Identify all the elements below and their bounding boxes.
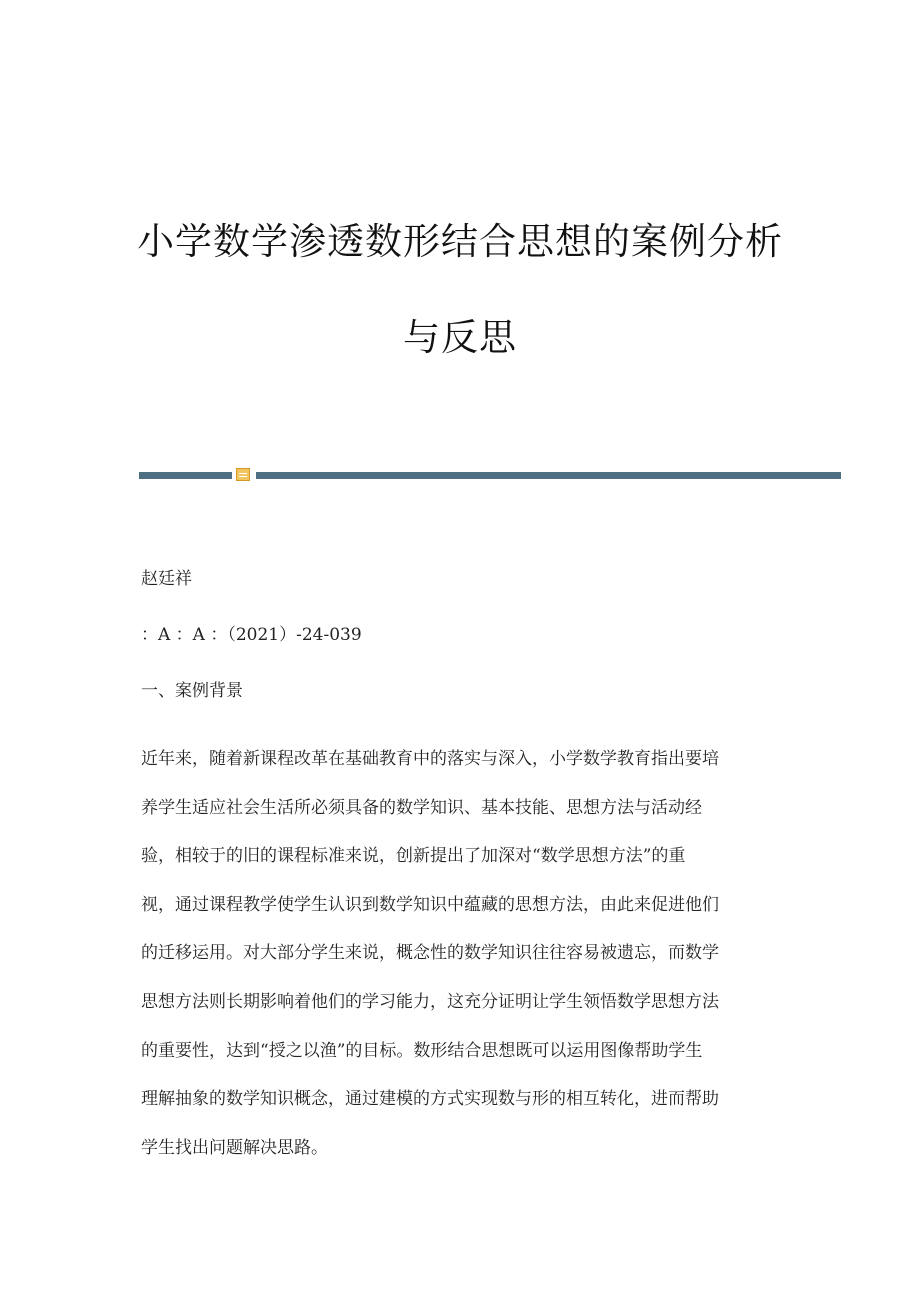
- document-title-line-1: 小学数学渗透数形结合思想的案例分析: [137, 220, 783, 263]
- paragraph-line: 养学生适应社会生活所必须具备的数学知识、基本技能、思想方法与活动经: [141, 797, 702, 818]
- paragraph-line: 的重要性，达到“授之以渔”的目标。数形结合思想既可以运用图像帮助学生: [141, 1040, 703, 1061]
- author-name: 赵廷祥: [141, 569, 192, 589]
- document-title-line-2: 与反思: [403, 316, 517, 359]
- document-code: ：A ：A ：（2021）-24-039: [141, 625, 362, 645]
- paragraph-line: 验，相较于的旧的课程标准来说，创新提出了加深对“数学思想方法”的重: [141, 846, 686, 867]
- paragraph-line: 学生找出问题解决思路。: [141, 1137, 328, 1158]
- divider-bar-right: [256, 472, 841, 479]
- paragraph-line: 理解抽象的数学知识概念，通过建模的方式实现数与形的相互转化，进而帮助: [141, 1089, 719, 1110]
- paragraph-line: 近年来，随着新课程改革在基础教育中的落实与深入，小学数学教育指出要培: [141, 749, 719, 769]
- divider-ornament-icon: [236, 468, 250, 481]
- title-divider: [139, 465, 841, 485]
- paragraph-line: 思想方法则长期影响着他们的学习能力，这充分证明让学生领悟数学思想方法: [141, 991, 719, 1012]
- section-heading: 一、案例背景: [141, 681, 243, 701]
- paragraph-line: 视，通过课程教学使学生认识到数学知识中蕴藏的思想方法，由此来促进他们: [141, 894, 719, 915]
- paragraph-line: 的迁移运用。对大部分学生来说，概念性的数学知识往往容易被遗忘，而数学: [141, 943, 719, 964]
- divider-bar-left: [139, 472, 232, 479]
- body-paragraph: [141, 735, 773, 1172]
